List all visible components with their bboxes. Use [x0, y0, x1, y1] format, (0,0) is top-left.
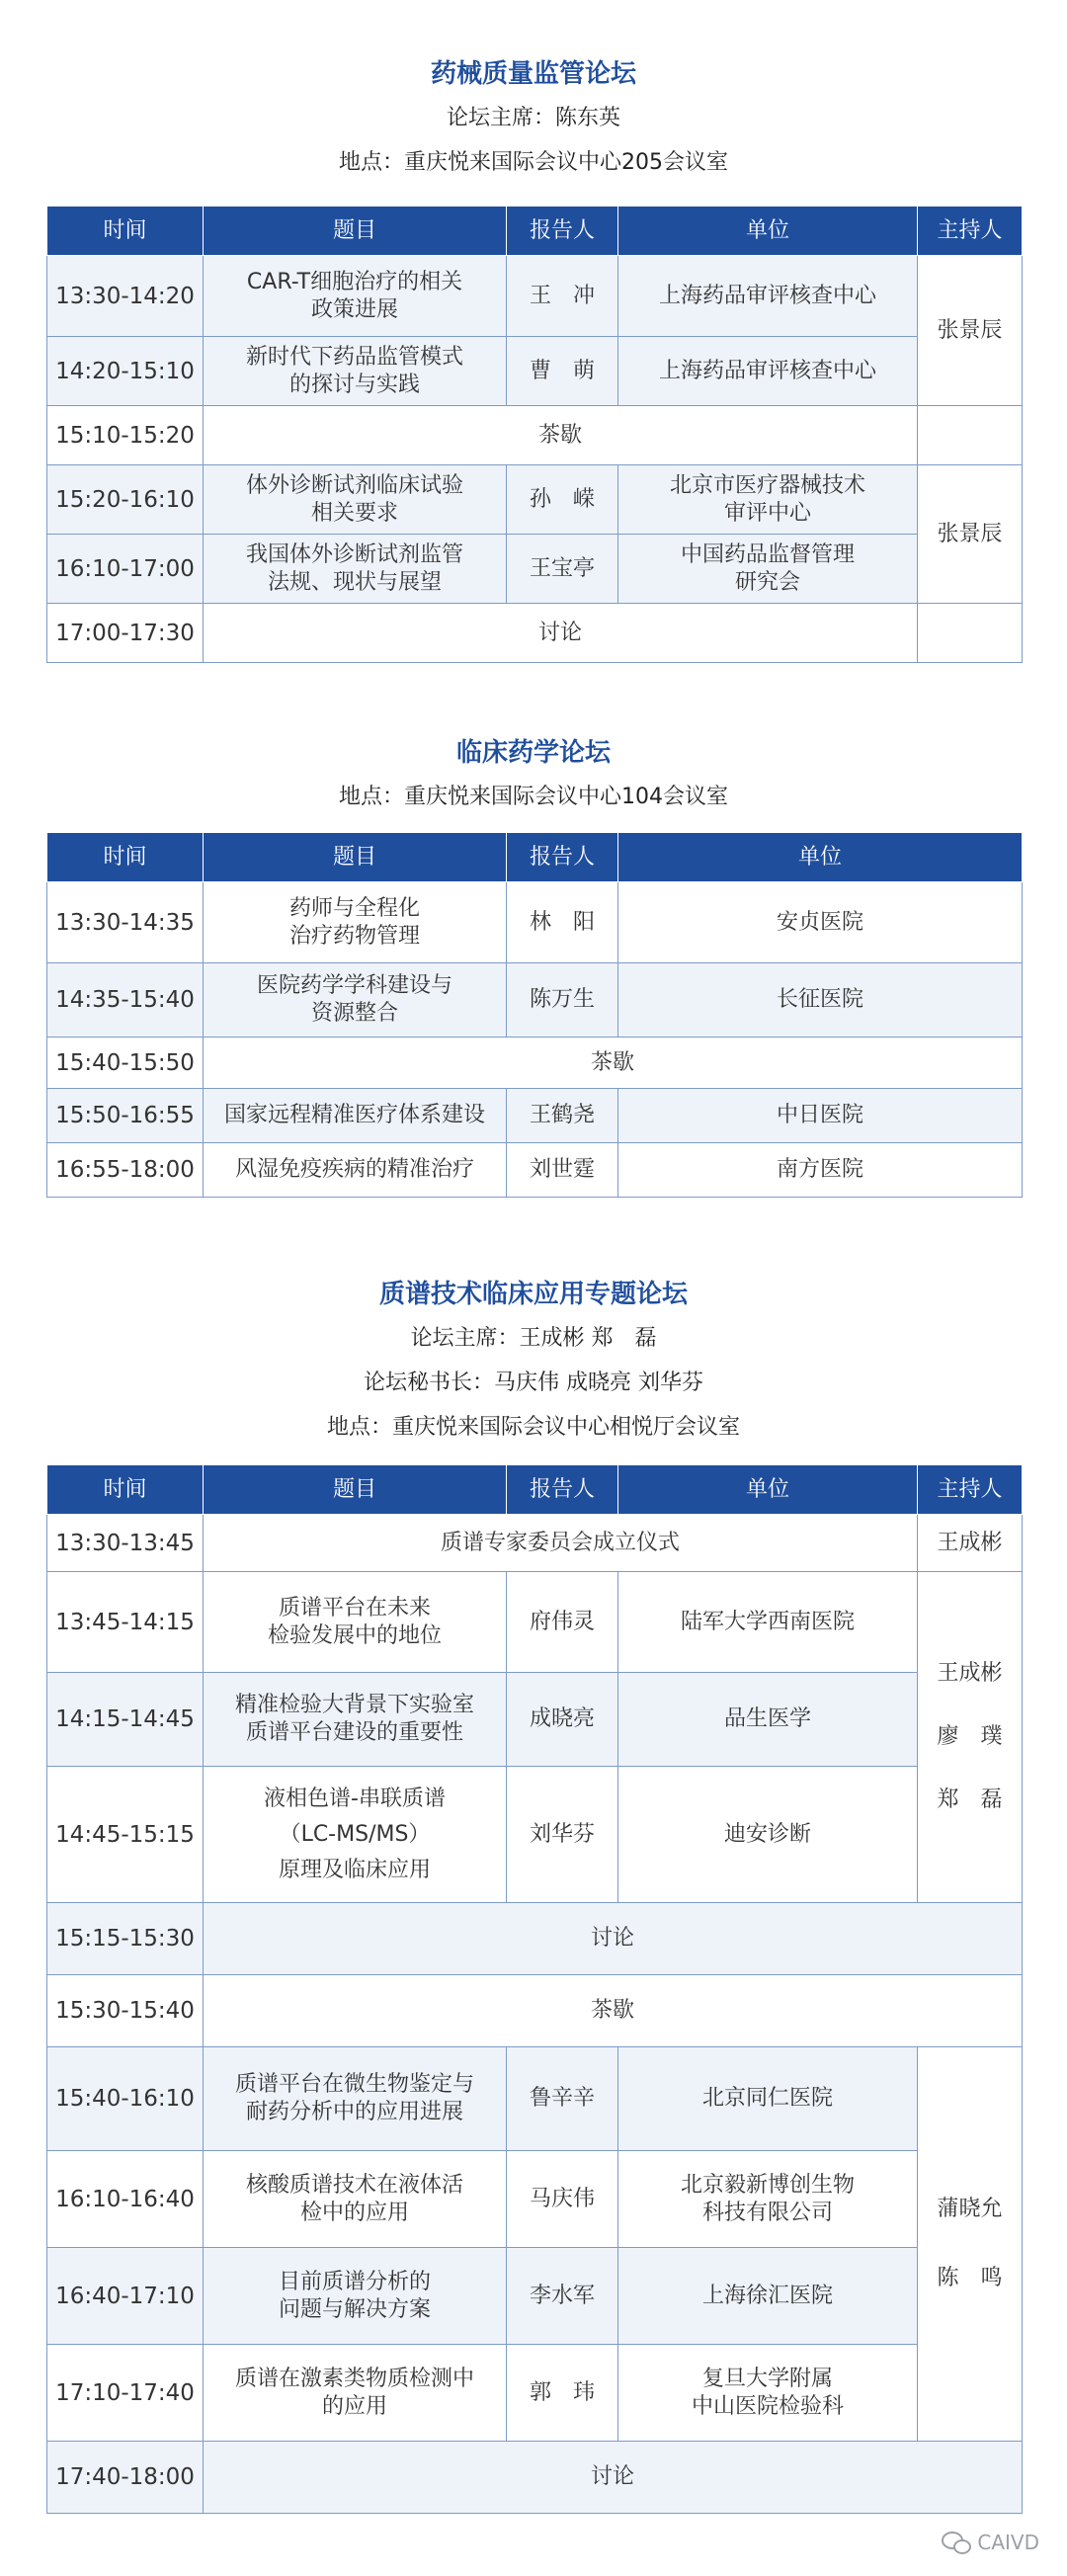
- topic-cell: 精准检验大背景下实验室 质谱平台建设的重要性: [204, 1673, 507, 1767]
- unit-cell: 北京同仁医院: [618, 2047, 918, 2151]
- header-topic: 题目: [204, 833, 507, 882]
- unit-cell: 安贞医院: [618, 882, 1023, 963]
- unit-cell: 上海药品审评核查中心: [618, 337, 918, 406]
- ceremony-cell: 质谱专家委员会成立仪式: [204, 1515, 918, 1572]
- topic-cell: 风湿免疫疾病的精准治疗: [204, 1143, 507, 1198]
- speaker-cell: 鲁辛辛: [507, 2047, 618, 2151]
- table-row: [47, 535, 1023, 604]
- topic-cell: 国家远程精准医疗体系建设: [204, 1089, 507, 1143]
- host-cell: [918, 604, 1023, 663]
- table-row: [47, 256, 1023, 337]
- table-row: [47, 604, 1023, 663]
- time-cell: 16:55-18:00: [47, 1143, 204, 1198]
- time-cell: 16:10-17:00: [47, 535, 204, 604]
- time-cell: 15:40-15:50: [47, 1038, 204, 1089]
- time-cell: 14:15-14:45: [47, 1673, 204, 1767]
- table-row: [47, 2442, 1023, 2514]
- topic-cell: 核酸质谱技术在液体活 检中的应用: [204, 2151, 507, 2248]
- unit-cell: 上海药品审评核查中心: [618, 256, 918, 337]
- time-cell: 14:20-15:10: [47, 337, 204, 406]
- forum3-location: 地点：重庆悦来国际会议中心相悦厅会议室: [326, 1415, 740, 1440]
- topic-cell: 液相色谱-串联质谱 （LC-MS/MS） 原理及临床应用: [204, 1767, 507, 1903]
- table-row: [47, 882, 1023, 963]
- unit-cell: 中国药品监督管理 研究会: [618, 535, 918, 604]
- speaker-cell: 郭 玮: [507, 2345, 618, 2442]
- table-row: [47, 1089, 1023, 1143]
- unit-cell: 北京市医疗器械技术 审评中心: [618, 465, 918, 535]
- unit-cell: 上海徐汇医院: [618, 2248, 918, 2345]
- table-row: [47, 963, 1023, 1038]
- speaker-cell: 刘世霆: [507, 1143, 618, 1198]
- forum1-chair: 论坛主席：陈东英: [446, 106, 620, 130]
- speaker-cell: 马庆伟: [507, 2151, 618, 2248]
- time-cell: 17:40-18:00: [47, 2442, 204, 2514]
- discussion-cell: 讨论: [204, 1903, 1023, 1975]
- host-cell: [918, 406, 1023, 465]
- speaker-cell: 成晓亮: [507, 1673, 618, 1767]
- topic-cell: 药师与全程化 治疗药物管理: [204, 882, 507, 963]
- forum1-title: 药械质量监管论坛: [430, 59, 636, 89]
- forum3-secretary: 论坛秘书长：马庆伟 成晓亮 刘华芬: [364, 1371, 703, 1395]
- header-unit: 单位: [618, 207, 918, 256]
- topic-cell: 我国体外诊断试剂监管 法规、现状与展望: [204, 535, 507, 604]
- unit-cell: 陆军大学西南医院: [618, 1572, 918, 1673]
- forum3-chair: 论坛主席：王成彬 郑 磊: [410, 1326, 657, 1351]
- table-row: [47, 465, 1023, 535]
- header-topic: 题目: [204, 1465, 507, 1515]
- forum1-table: [46, 206, 1023, 663]
- time-cell: 15:30-15:40: [47, 1975, 204, 2047]
- time-cell: 14:45-15:15: [47, 1767, 204, 1903]
- time-cell: 15:40-16:10: [47, 2047, 204, 2151]
- discussion-cell: 讨论: [204, 2442, 1023, 2514]
- header-time: 时间: [47, 207, 204, 256]
- topic-cell: 医院药学学科建设与 资源整合: [204, 963, 507, 1038]
- speaker-cell: 孙 嵘: [507, 465, 618, 535]
- break-cell: 茶歇: [204, 1038, 1023, 1089]
- unit-cell: 中日医院: [618, 1089, 1023, 1143]
- host-cell: 王成彬: [918, 1515, 1023, 1572]
- break-cell: 茶歇: [204, 1975, 1023, 2047]
- time-cell: 15:15-15:30: [47, 1903, 204, 1975]
- speaker-cell: 林 阳: [507, 882, 618, 963]
- unit-cell: 北京毅新博创生物 科技有限公司: [618, 2151, 918, 2248]
- table-row: [47, 1515, 1023, 1572]
- table-row: [47, 1143, 1023, 1198]
- topic-cell: 新时代下药品监管模式 的探讨与实践: [204, 337, 507, 406]
- host-cell: 蒲晓允 陈 鸣: [918, 2047, 1023, 2442]
- topic-cell: 质谱平台在未来 检验发展中的地位: [204, 1572, 507, 1673]
- time-cell: 17:10-17:40: [47, 2345, 204, 2442]
- forum3-table: [46, 1464, 1023, 2514]
- topic-cell: 质谱平台在微生物鉴定与 耐药分析中的应用进展: [204, 2047, 507, 2151]
- time-cell: 16:40-17:10: [47, 2248, 204, 2345]
- speaker-cell: 王鹤尧: [507, 1089, 618, 1143]
- discussion-cell: 讨论: [204, 604, 918, 663]
- table-row: [47, 2047, 1023, 2151]
- header-time: 时间: [47, 833, 204, 882]
- speaker-cell: 李水军: [507, 2248, 618, 2345]
- unit-cell: 迪安诊断: [618, 1767, 918, 1903]
- header-time: 时间: [47, 1465, 204, 1515]
- forum2-table: [46, 832, 1023, 1198]
- speaker-cell: 王宝亭: [507, 535, 618, 604]
- time-cell: 16:10-16:40: [47, 2151, 204, 2248]
- header-unit: 单位: [618, 833, 1023, 882]
- time-cell: 13:30-14:20: [47, 256, 204, 337]
- host-cell: 王成彬 廖 璞 郑 磊: [918, 1572, 1023, 1903]
- table-row: [47, 2151, 1023, 2248]
- time-cell: 14:35-15:40: [47, 963, 204, 1038]
- header-unit: 单位: [618, 1465, 918, 1515]
- speaker-cell: 刘华芬: [507, 1767, 618, 1903]
- speaker-cell: 府伟灵: [507, 1572, 618, 1673]
- header-speaker: 报告人: [507, 833, 618, 882]
- host-cell: 张景辰: [918, 465, 1023, 604]
- table-row: [47, 1767, 1023, 1903]
- header-host: 主持人: [918, 1465, 1023, 1515]
- forum2-title: 临床药学论坛: [455, 738, 611, 768]
- table-row: [47, 406, 1023, 465]
- speaker-cell: 曹 萌: [507, 337, 618, 406]
- time-cell: 15:20-16:10: [47, 465, 204, 535]
- host-cell: 张景辰: [918, 256, 1023, 406]
- header-speaker: 报告人: [507, 1465, 618, 1515]
- table-row: [47, 2345, 1023, 2442]
- unit-cell: 品生医学: [618, 1673, 918, 1767]
- wechat-icon: [942, 2532, 971, 2553]
- table-row: [47, 1975, 1023, 2047]
- unit-cell: 南方医院: [618, 1143, 1023, 1198]
- unit-cell: 复旦大学附属 中山医院检验科: [618, 2345, 918, 2442]
- table-row: [47, 337, 1023, 406]
- topic-cell: 目前质谱分析的 问题与解决方案: [204, 2248, 507, 2345]
- break-cell: 茶歇: [204, 406, 918, 465]
- header-topic: 题目: [204, 207, 507, 256]
- forum2-location: 地点：重庆悦来国际会议中心104会议室: [339, 785, 728, 809]
- time-cell: 13:45-14:15: [47, 1572, 204, 1673]
- time-cell: 17:00-17:30: [47, 604, 204, 663]
- time-cell: 15:50-16:55: [47, 1089, 204, 1143]
- table-row: [47, 1673, 1023, 1767]
- time-cell: 13:30-14:35: [47, 882, 204, 963]
- unit-cell: 长征医院: [618, 963, 1023, 1038]
- speaker-cell: 陈万生: [507, 963, 618, 1038]
- table-row: [47, 1038, 1023, 1089]
- topic-cell: 质谱在激素类物质检测中 的应用: [204, 2345, 507, 2442]
- time-cell: 13:30-13:45: [47, 1515, 204, 1572]
- forum3-title: 质谱技术临床应用专题论坛: [378, 1280, 688, 1309]
- speaker-cell: 王 冲: [507, 256, 618, 337]
- table-row: [47, 2248, 1023, 2345]
- time-cell: 15:10-15:20: [47, 406, 204, 465]
- watermark-text: CAIVD: [977, 2531, 1039, 2554]
- forum1-location: 地点：重庆悦来国际会议中心205会议室: [339, 150, 728, 175]
- topic-cell: 体外诊断试剂临床试验 相关要求: [204, 465, 507, 535]
- header-host: 主持人: [918, 207, 1023, 256]
- header-speaker: 报告人: [507, 207, 618, 256]
- table-row: [47, 1903, 1023, 1975]
- watermark: [942, 2531, 1039, 2554]
- topic-cell: CAR-T细胞治疗的相关 政策进展: [204, 256, 507, 337]
- table-row: [47, 1572, 1023, 1673]
